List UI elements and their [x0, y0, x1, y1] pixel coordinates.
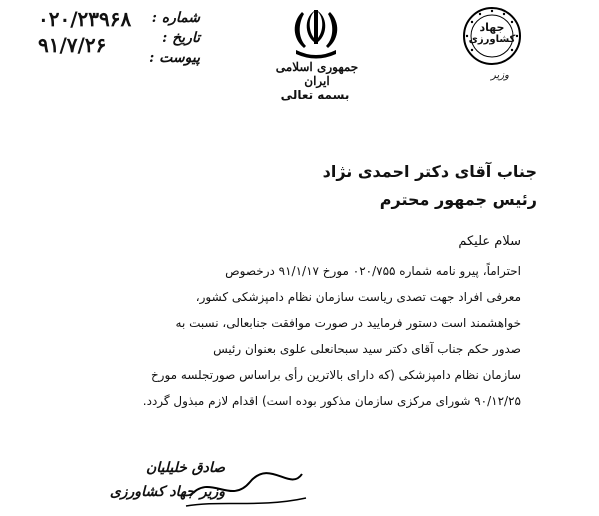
seal-word-agriculture: کشاورزی	[468, 34, 516, 45]
body-line: ۹۰/۱۲/۲۵ شورای مرکزی سازمان مذکور بوده است) اقدام لازم مبذول گردد.	[142, 394, 521, 408]
body-line: معرفی افراد جهت تصدی ریاست سازمان نظام دامپزشکی کشور،	[195, 290, 521, 304]
letter-date: ۹۱/۷/۲۶	[38, 33, 107, 57]
date-label: تاریخ :	[162, 30, 200, 46]
number-label: شماره :	[151, 10, 200, 26]
addressee-block	[237, 158, 537, 214]
body-line: خواهشمند است دستور فرمایید در صورت موافقت جنابعالی، نسبت به	[175, 316, 521, 330]
body-line: صدور حکم جناب آقای دکتر سید سبحانعلی علوی بعنوان رئیس	[213, 342, 521, 356]
emblem-caption: جمهوری اسلامی ایران	[275, 60, 359, 88]
signer-title: وزیر جهاد کشاورزی	[109, 484, 225, 500]
signature-block	[25, 456, 225, 504]
attachment-label: پیوست :	[149, 50, 200, 66]
letter-number: ۰۲۰/۲۳۹۶۸	[38, 7, 132, 31]
addressee-title: رئیس جمهور محترم	[379, 190, 537, 209]
letter-body	[91, 258, 521, 414]
basmala: بسمه تعالی	[280, 88, 350, 102]
letter-meta-values	[38, 6, 148, 58]
signer-name: صادق خلیلیان	[145, 460, 225, 476]
seal-word-jihad: جهاد	[479, 21, 505, 34]
seal-text	[462, 22, 522, 46]
greeting: سلام علیکم	[458, 234, 521, 249]
body-line: احتراماً، پیرو نامه شماره ۰۲۰/۷۵۵ مورخ ۹۱/۱/۱۷ درخصوص	[225, 264, 521, 278]
body-line: سازمان نظام دامپزشکی (که دارای بالاترین رأی براساس صورتجلسه مورخ	[150, 368, 521, 382]
letter-meta-labels	[150, 8, 200, 68]
addressee-name: جناب آقای دکتر احمدی نژاد	[322, 162, 537, 181]
seal-caption: وزیر	[491, 70, 509, 81]
iran-emblem-icon	[290, 6, 342, 60]
